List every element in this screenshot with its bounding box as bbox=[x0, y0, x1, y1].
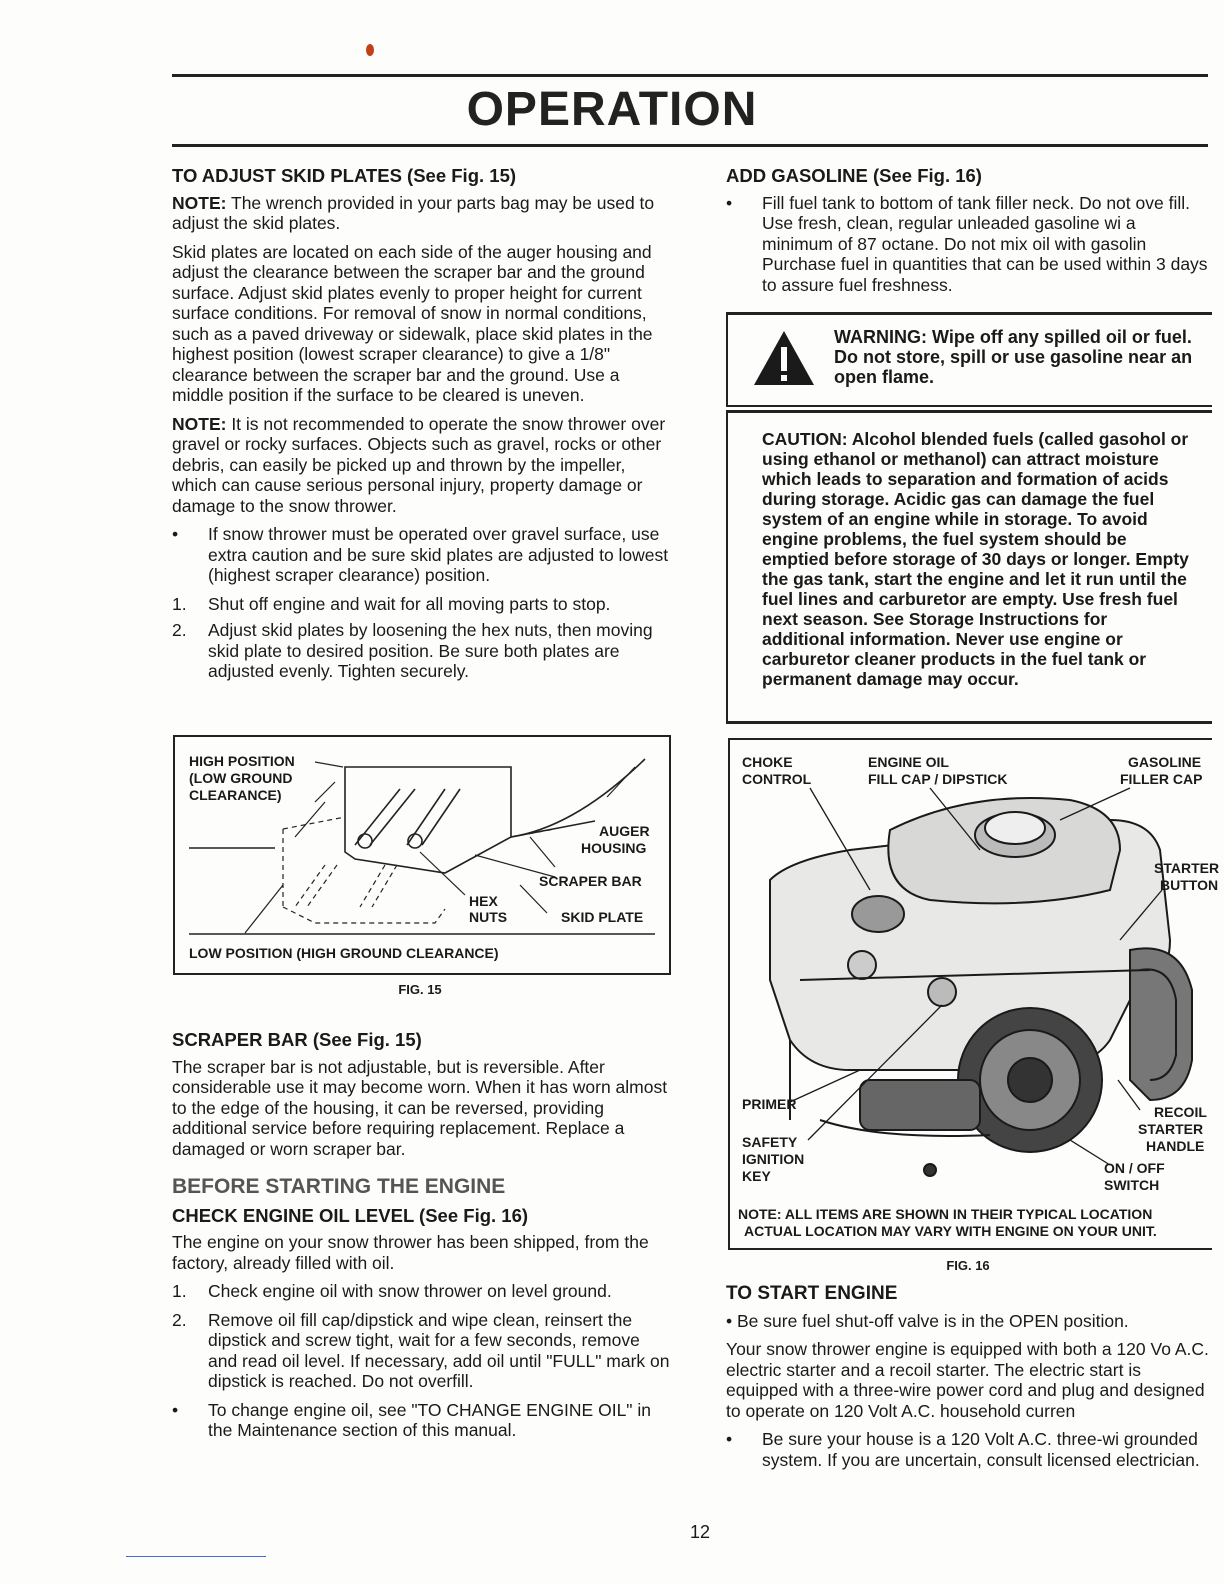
fig15-label-high: HIGH POSITION bbox=[189, 753, 295, 769]
note-label: NOTE: bbox=[172, 413, 227, 434]
fig16-label-safety1: SAFETY bbox=[742, 1134, 798, 1150]
fig16-label-onoff1: ON / OFF bbox=[1104, 1160, 1165, 1176]
oil-step: 2. Remove oil fill cap/dipstick and wipe clean, reinsert the dipstick and screw tight, wait for a few seconds, remove and read oil level. If necessary, add oil until "FULL" mark on dipstick is reached. Do not overfill. bbox=[172, 1309, 670, 1391]
left-column bbox=[172, 166, 672, 690]
fig15-label-skid: SKID PLATE bbox=[561, 909, 644, 925]
skid-note2: NOTE: It is not recommended to operate the snow thrower over gravel or rocky surfaces. Objects such as gravel, rocks or other debris, can easily be picked up and thrown by the impeller, which can cause serious personal injury, property damage or damage to the snow thrower. bbox=[172, 413, 666, 516]
oil-step: • To change engine oil, see "TO CHANGE ENGINE OIL" in the Maintenance section of this manual. bbox=[172, 1399, 651, 1440]
fig15-label-hex: HEX bbox=[469, 893, 498, 909]
skid-note1: NOTE: The wrench provided in your parts bag may be used to adjust the skid plates. bbox=[172, 192, 655, 233]
fig16-label-primer: PRIMER bbox=[742, 1096, 797, 1112]
skid-paragraph: Skid plates are located on each side of the auger housing and adjust the clearance between the scraper bar and the ground surface. Adjust skid plates evenly to proper height for current surface conditions. For removal of snow in normal conditions, such as a paved driveway or sidewalk, place skid plates in the highest position (lowest scraper clearance) to give a 1/8" clearance between the scraper bar and the ground. Use a middle position if the surface to be cleared is uneven. bbox=[172, 241, 653, 405]
fig16-label-safety3: KEY bbox=[742, 1168, 771, 1184]
gas-bullet: • Fill fuel tank to bottom of tank filler neck. Do not ove fill. Use fresh, clean, regular unleaded gasoline wi a minimum of 87 octane. Do not mix oil with gasolin Purchase fuel in quantities that can be used within 3 days to assure fuel freshness. bbox=[726, 192, 1208, 295]
caution-text: CAUTION: Alcohol blended fuels (called gasohol or using ethanol or methanol) can attract moisture which leads to separation and formation of acids during storage. Acidic gas can damage the fuel system of an engine while in storage. To avoid engine problems, the fuel system should be emptied before storage of 30 days or longer. Empty the gas tank, start the engine and let it run until the fuel lines and carburetor are empty. Use fresh fuel next season. See Storage Instructions for additional information. Never use engine or carburetor cleaner products in the fuel tank or permanent damage may occur. bbox=[762, 429, 1189, 689]
skid-heading: TO ADJUST SKID PLATES (See Fig. 15) bbox=[172, 165, 517, 186]
fig16-label-gas2: FILLER CAP bbox=[1120, 771, 1203, 787]
fig16-label-recoil3: HANDLE bbox=[1146, 1138, 1205, 1154]
check-oil-paragraph: The engine on your snow thrower has been shipped, from the factory, already filled with oil. bbox=[172, 1232, 649, 1273]
fig16-note-line1: NOTE: ALL ITEMS ARE SHOWN IN THEIR TYPICAL LOCATION bbox=[738, 1206, 1153, 1222]
fig15-label-low: LOW POSITION (HIGH GROUND CLEARANCE) bbox=[189, 945, 499, 961]
start-paragraph: Your snow thrower engine is equipped with both a 120 Vo A.C. electric starter and a recoil starter. The electric start is equipped with a three-wire power cord and plug and designed to operate on 120 Volt A.C. household curren bbox=[726, 1339, 1209, 1421]
fig16-label-starter1: STARTER bbox=[1154, 860, 1220, 876]
fig16-label-choke2: CONTROL bbox=[742, 771, 812, 787]
figure-16-box bbox=[728, 738, 1220, 1250]
header-rule-bottom bbox=[172, 144, 1208, 147]
start-bullet-2: • Be sure your house is a 120 Volt A.C. three-wi grounded system. If you are uncertain, consult licensed electrician. bbox=[726, 1429, 1200, 1470]
figure-15-box bbox=[173, 735, 671, 975]
fig15-label-auger2: HOUSING bbox=[581, 840, 647, 856]
fig15-label-high2: (LOW GROUND bbox=[189, 770, 293, 786]
figure-16-caption: FIG. 16 bbox=[946, 1258, 990, 1273]
scraper-heading: SCRAPER BAR (See Fig. 15) bbox=[172, 1029, 422, 1050]
page-title: OPERATION bbox=[466, 83, 758, 136]
scraper-paragraph: The scraper bar is not adjustable, but is reversible. After considerable use it may become worn. When it has worn almost to the edge of the housing, it can be reversed, providing additional service before requiring replacement. Replace a damaged or worn scraper bar. bbox=[172, 1056, 668, 1159]
fig16-label-recoil2: STARTER bbox=[1138, 1121, 1204, 1137]
fig15-label-high3: CLEARANCE) bbox=[189, 787, 282, 803]
right-column bbox=[726, 166, 1210, 303]
fig16-label-onoff2: SWITCH bbox=[1104, 1177, 1160, 1193]
fig16-label-starter2: BUTTON bbox=[1160, 877, 1219, 893]
skid-step: 1. Shut off engine and wait for all moving parts to stop. bbox=[172, 593, 611, 614]
warning-box bbox=[726, 312, 1212, 407]
warning-text: WARNING: Wipe off any spilled oil or fuel. Do not store, spill or use gasoline near an open flame. bbox=[834, 327, 1193, 387]
caution-box bbox=[726, 410, 1212, 724]
oil-step: 1. Check engine oil with snow thrower on level ground. bbox=[172, 1281, 612, 1301]
fig16-label-gas1: GASOLINE bbox=[1128, 754, 1202, 770]
ink-speck bbox=[366, 44, 374, 56]
before-starting-heading: BEFORE STARTING THE ENGINE bbox=[172, 1175, 506, 1198]
header-rule-top bbox=[172, 74, 1208, 77]
check-oil-heading: CHECK ENGINE OIL LEVEL (See Fig. 16) bbox=[172, 1204, 529, 1226]
skid-bullet: • If snow thrower must be operated over gravel surface, use extra caution and be sure skid plates are adjusted to lowest (highest scraper clearance) position. bbox=[172, 524, 669, 585]
fig16-label-oil2: FILL CAP / DIPSTICK bbox=[868, 771, 1008, 787]
start-bullet: • Be sure fuel shut-off valve is in the OPEN position. bbox=[726, 1310, 1129, 1331]
fig16-label-oil1: ENGINE OIL bbox=[868, 754, 949, 770]
fig16-label-recoil1: RECOIL bbox=[1154, 1104, 1207, 1120]
start-engine-heading: TO START ENGINE bbox=[726, 1283, 898, 1304]
right-column-lower bbox=[726, 1284, 1210, 1478]
note-label: NOTE: bbox=[172, 192, 227, 213]
fig15-label-scraper: SCRAPER BAR bbox=[539, 873, 642, 889]
page-number: 12 bbox=[689, 1522, 711, 1542]
fig16-label-choke1: CHOKE bbox=[742, 754, 793, 770]
footer-line bbox=[126, 1556, 266, 1557]
fig16-label-safety2: IGNITION bbox=[742, 1151, 805, 1167]
warning-triangle-icon bbox=[752, 329, 816, 387]
figure-15-caption: FIG. 15 bbox=[398, 982, 442, 997]
fig16-note-line2: ACTUAL LOCATION MAY VARY WITH ENGINE ON YOUR UNIT. bbox=[744, 1223, 1157, 1239]
fig15-label-auger: AUGER bbox=[599, 823, 650, 839]
skid-step: 2. Adjust skid plates by loosening the hex nuts, then moving skid plate to desired position. Be sure both plates are adjusted evenly. Tighten securely. bbox=[172, 620, 653, 681]
left-column-lower bbox=[172, 1030, 672, 1449]
warning-label: WARNING: bbox=[834, 327, 927, 347]
gas-heading: ADD GASOLINE (See Fig. 16) bbox=[726, 165, 982, 186]
note-label: NOTE: bbox=[738, 1206, 782, 1222]
fig15-label-nuts: NUTS bbox=[469, 909, 508, 925]
